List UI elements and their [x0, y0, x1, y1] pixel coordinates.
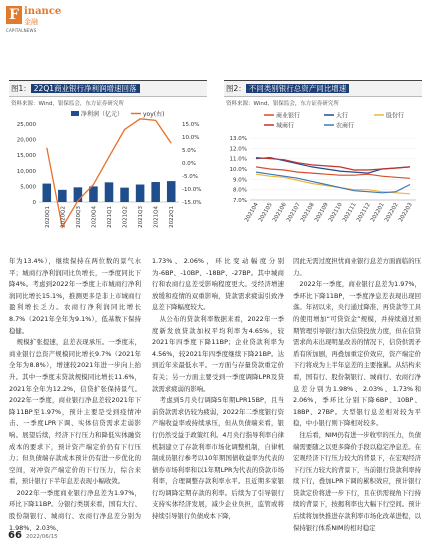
- paragraph: 往后看，NIM仍有进一步收窄的压力，负债端需要随之以更多降价手段以稳定净息差。在宏观经济下行压力较大的背景下，在宏观经济下行压力较大的背景下，当前银行贷款利率持续下行，叠加LPR下调的累积效应，预计银行贷款定价将进一步下行，且在供需视角下行持续的背景下，按揭利率也大幅下行空间。预计后续将加快推进存款利率市场化改革进程，以保持银行体系NIM的相对稳定: [293, 430, 421, 532]
- y-tick-label: 7.0%: [233, 198, 247, 204]
- legend-label: 城商行: [276, 122, 295, 130]
- x-tick-label: 2022Q1: [169, 206, 176, 228]
- figure-2: [224, 80, 422, 241]
- legend-label: 股份行: [386, 112, 405, 120]
- y-tick-label-right: 10.0%: [182, 135, 200, 141]
- y-tick-label: 8.0%: [233, 187, 247, 194]
- paragraph: 年为13.4%），继续保持在两位数的景气水平；城商行净利润同比负增长，一季度同比下降4%。考虑到2022年一季度上市城商行净利润同比增长15.1%，推测更多是非上市城商行盈利增长乏力。农商行净利润同比增长8.7%（2021年全年为9.1%），低基数下保持稳健。: [9, 257, 141, 335]
- x-tick-label: 202106: [272, 202, 288, 224]
- issue-date: 2022/06/15: [25, 534, 58, 540]
- bar: [167, 181, 176, 202]
- logo-cn: 金融: [24, 18, 38, 26]
- paragraph: 2022年一季度，商业银行息差为1.97%，季环比下降11BP，一季度净息差表现出现回落。年初以来，央行通过降准、再贷款等工具的使用增加“可贷资金”规模，并持续通过预期管理引导银行加大信贷投放力度，但在信贷需求尚未出现明显改善的情况下，信贷供需矛盾有所加剧，再叠加重定价效应，资产端定价下行将成为上半年息差的主要拖累。从结构来看，国有行、股份制银行、城商行、农商行净息差分别为1.98%、2.03%、1.73%和2.06%，季环比分别下降6BP、10BP、18BP、27BP。大型银行息差相对较为平稳，中小银行则下降相对较多。: [293, 280, 421, 428]
- figure-2-source: 资料来源：Wind，银保监会，东方证券研究所: [226, 101, 339, 107]
- text-column-3: [293, 256, 421, 534]
- figure-2-chart: [224, 108, 422, 238]
- paragraph: 因此无需过度担忧商业银行息差方面面临的压力。: [293, 257, 421, 277]
- x-tick-label: 202109: [314, 202, 330, 224]
- x-tick-label: 202107: [286, 202, 302, 224]
- logo-letter: F: [6, 6, 22, 24]
- paragraph: 2022年一季度商业银行净息差为1.97%，环比下降11BP。分银行类别来看，国有大行、股份制银行、城商行、农商行净息差分别为1.98%、2.03%、: [9, 488, 141, 532]
- legend-label: 净利润（亿元）: [81, 111, 124, 118]
- legend-label: 商业银行: [276, 112, 301, 120]
- y-tick-label: 13.0%: [229, 136, 247, 142]
- x-tick-label: 202105: [258, 202, 274, 224]
- y-tick-label-right: -5.0%: [182, 174, 198, 180]
- x-tick-label: 202201: [370, 202, 386, 224]
- x-tick-label: 2021Q3: [138, 206, 145, 228]
- y-tick-label-left: 25,000: [16, 122, 36, 128]
- y-tick-label-right: -10.0%: [182, 187, 202, 193]
- paragraph: 规模扩张提速，息差表现承压。一季度末，商业银行总资产规模同比增长9.7%（2021年全年为8.8%），增速较2021年进一步向上抬升。其中一季度末贷款规模同比增长11.6%，2021年全年为12.2%，信贷扩张保持景气。2022年一季度，商业银行净息差较2021年下降11BP至1.97%，预计主要是受到疫情冲击、一季度LPR下调、实体信贷需求走弱影响。展望后续，经济下行压力和降低实体融资成本的要求下，预计资产端定价仍有下行压力；但负债端存款成本预计仍有进一步优化的空间，对冲资产端定价的下行压力，综合来看，预计银行下半年息差表现小幅收敛。: [9, 338, 141, 486]
- paragraph: 从公布的贷款利率数据来看，2022年一季度新发放贷款加权平均利率为4.65%，较2021年四季度下降11BP；企业贷款利率为4.56%，较2021年四季度继续下降21BP。达到近年来最低水平。一方面与存量贷款重定价有关；另一方面主要受到一季度调降LPR及贷款需求疲弱的影响。: [152, 314, 284, 393]
- y-tick-label-left: 10,000: [16, 168, 36, 175]
- figure-1-tag: 图1：: [11, 84, 31, 93]
- x-tick-label: 202202: [384, 202, 400, 224]
- figure-1-title-bar: [9, 80, 207, 97]
- logo-word: inance: [24, 6, 62, 17]
- figure-2-title: 不同类别银行总资产同比增速: [246, 84, 350, 93]
- y-tick-label-right: 0.0%: [182, 161, 196, 167]
- x-tick-label: 2020Q1: [44, 206, 51, 228]
- y-tick-label-left: 0: [32, 200, 36, 206]
- legend-label: yoy(右): [143, 111, 165, 118]
- y-tick-label-right: 15.0%: [182, 122, 200, 128]
- series-line: [256, 158, 410, 170]
- paragraph: 1.73%、2.06%，环比变动幅度分别为-6BP、-10BP、-18BP、-27BP。其中城商行和农商行息差受影响程度更大。受经济增速放缓和疫情的双重影响，贷款需求疲弱引致净息差下降幅度较大。: [152, 257, 284, 312]
- bar: [43, 184, 52, 202]
- y-tick-label-left: 5,000: [20, 184, 36, 191]
- x-tick-label: 2021Q2: [122, 206, 129, 228]
- figure-2-tag: 图2：: [226, 84, 246, 93]
- magazine-logo: [6, 6, 62, 46]
- x-tick-label: 202104: [244, 202, 260, 224]
- page-number: 66: [8, 530, 22, 541]
- bar: [58, 190, 67, 202]
- x-tick-label: 202110: [328, 202, 344, 224]
- legend-label: 农商行: [336, 122, 355, 130]
- x-tick-label: 202108: [300, 202, 316, 224]
- figure-1-source: 资料来源：Wind，银保监会，东方证券研究所: [11, 101, 124, 107]
- y-tick-label-right: -15.0%: [182, 200, 202, 206]
- legend-swatch-bar: [71, 111, 79, 116]
- y-tick-label-left: 20,000: [16, 137, 36, 144]
- x-tick-label: 202203: [398, 202, 414, 224]
- y-tick-label-left: 15,000: [16, 153, 36, 160]
- figure-1: [9, 80, 207, 241]
- paragraph: 考虑到5月央行调降5年期LPR15BP，且当前贷款需求仍较为疲弱，2022年二季度银行资产端收益率或持续承压，但从负债端来看，银行仍然受益于政策红利。4月央行指导利率自律机制建立了存款利率市场化调整机制，自律机制成员银行参考以10年期国债收益率为代表的债券市场利率和以1年期LPR为代表的贷款市场利率，合理调整存款利率水平。且近期多家银行均调降定期存款的利率。后续为了引导银行支持实体经济发展，减少企业负担，监管或将持续引导银行负债成本下降，: [152, 396, 284, 521]
- figure-2-title-bar: [224, 80, 422, 97]
- x-tick-label: 2021Q4: [153, 206, 160, 228]
- logo-sub: CAPITALNEWS: [6, 28, 37, 33]
- x-tick-label: 2021Q1: [107, 206, 113, 228]
- bar: [89, 186, 98, 202]
- y-tick-label: 11.0%: [229, 156, 247, 163]
- y-tick-label: 10.0%: [229, 167, 247, 173]
- legend-label: 大行: [336, 112, 349, 120]
- figure-1-title: 22Q1商业银行净利润增速回落: [31, 84, 140, 93]
- bar: [120, 188, 129, 202]
- bar: [105, 182, 114, 202]
- figure-1-chart: [9, 108, 207, 238]
- bar: [136, 185, 145, 202]
- x-tick-label: 2020Q4: [91, 206, 98, 228]
- x-tick-label: 202112: [356, 202, 372, 224]
- x-tick-label: 202111: [342, 202, 358, 224]
- bar: [151, 182, 160, 202]
- y-tick-label-right: 5.0%: [182, 148, 196, 154]
- y-tick-label: 9.0%: [233, 177, 247, 184]
- x-tick-label: 2020Q3: [75, 206, 82, 228]
- x-tick-label: 2020Q2: [60, 206, 67, 228]
- text-column-1: [9, 256, 141, 534]
- text-column-2: [152, 256, 284, 523]
- page-footer: [8, 530, 58, 541]
- y-tick-label: 12.0%: [229, 146, 247, 153]
